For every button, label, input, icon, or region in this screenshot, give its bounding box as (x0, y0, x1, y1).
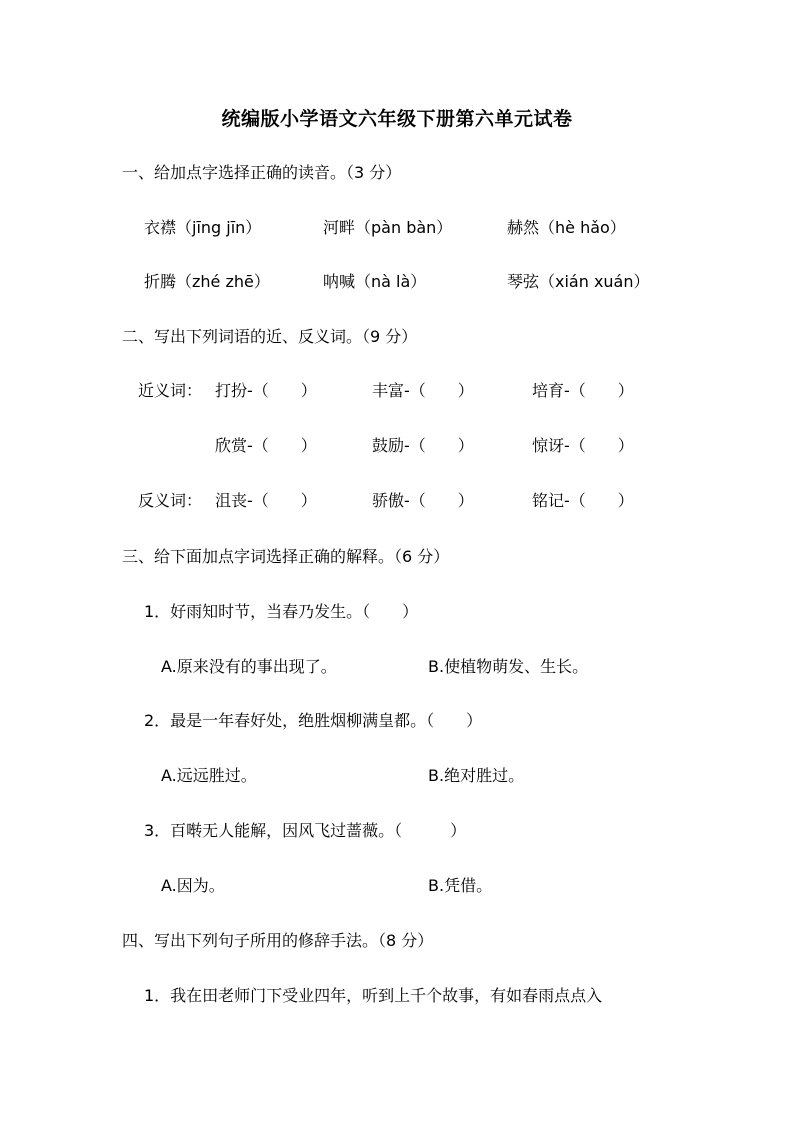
option-3-2-a: A.远远胜过。 (161, 766, 257, 785)
antonym-item-1: 沮丧-（ ） (215, 491, 317, 510)
option-3-1-a: A.原来没有的事出现了。 (161, 657, 337, 676)
pinyin-item-5: 呐喊（nà là） (323, 272, 427, 291)
pinyin-item-6: 琴弦（xián xuán） (507, 272, 650, 291)
antonym-label: 反义词： (138, 491, 203, 510)
synonym-item-6: 惊讶-（ ） (532, 436, 634, 455)
section1-heading: 一、给加点字选择正确的读音。（3 分） (122, 163, 402, 182)
synonym-item-2: 丰富-（ ） (372, 381, 474, 400)
question-3-2: 2．最是一年春好处，绝胜烟柳满皇都。（ ） (144, 711, 483, 730)
option-3-3-b: B.凭借。 (428, 876, 493, 895)
option-3-3-a: A.因为。 (161, 876, 225, 895)
pinyin-item-1: 衣襟（jīng jīn） (144, 218, 262, 237)
synonym-item-4: 欣赏-（ ） (215, 436, 317, 455)
question-3-3: 3．百啭无人能解，因风飞过蔷薇。（ ） (144, 821, 467, 840)
pinyin-item-4: 折腾（zhé zhē） (144, 272, 270, 291)
option-3-1-b: B.使植物萌发、生长。 (428, 657, 589, 676)
synonym-item-3: 培育-（ ） (532, 381, 634, 400)
synonym-label: 近义词： (138, 381, 203, 400)
section3-heading: 三、给下面加点字词选择正确的解释。（6 分） (122, 547, 450, 566)
synonym-item-5: 鼓励-（ ） (372, 436, 474, 455)
section2-heading: 二、写出下列词语的近、反义词。（9 分） (122, 327, 418, 346)
antonym-item-3: 铭记-（ ） (532, 491, 634, 510)
synonym-item-1: 打扮-（ ） (215, 381, 317, 400)
antonym-item-2: 骄傲-（ ） (372, 491, 474, 510)
question-4-1: 1．我在田老师门下受业四年，听到上千个故事，有如春雨点点入 (144, 986, 603, 1005)
pinyin-item-2: 河畔（pàn bàn） (323, 218, 453, 237)
page-title: 统编版小学语文六年级下册第六单元试卷 (221, 108, 573, 130)
section4-heading: 四、写出下列句子所用的修辞手法。（8 分） (122, 931, 434, 950)
pinyin-item-3: 赫然（hè hǎo） (507, 218, 626, 237)
question-3-1: 1．好雨知时节，当春乃发生。（ ） (144, 602, 419, 621)
option-3-2-b: B.绝对胜过。 (428, 766, 525, 785)
